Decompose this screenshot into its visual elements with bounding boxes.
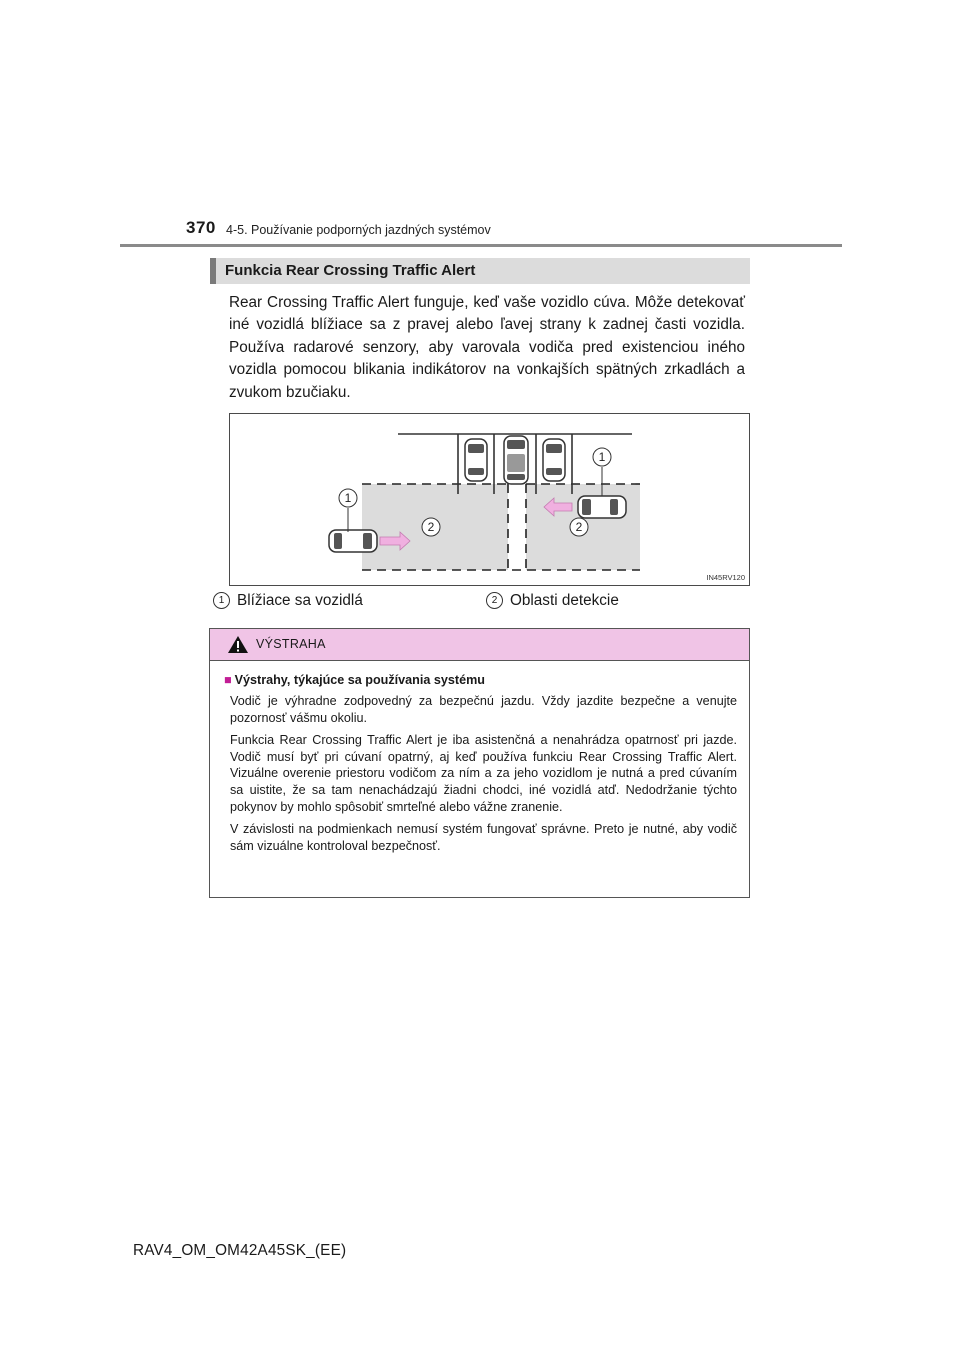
- parked-car-2: [543, 439, 565, 481]
- warning-body: [210, 661, 749, 854]
- callout-2-right: 2: [575, 520, 583, 534]
- legend-item-2: [486, 590, 619, 612]
- square-bullet-icon: ■: [224, 673, 232, 687]
- warning-paragraph: Funkcia Rear Crossing Traffic Alert je iba asistenčná a nenahrádza opatrnosť pri jazde. Vodič musí byť pri cúvaní opatrný, aj keď používa funkciu Rear Crossing Traffic Alert. Vizuálne overenie priestoru vodičom za ním a za jeho vozidlom je nutná a pred cúvaním sa uistite, že sa tam nenachádzajú žiadni chodci, iné vozidlá atď. Nedodržanie týchto pokynov by mohlo spôsobiť smrteľné alebo vážne zranenie.: [230, 733, 737, 814]
- approaching-car-right: [578, 496, 626, 518]
- figure-code: IN45RV120: [706, 573, 745, 582]
- legend-label: Oblasti detekcie: [510, 592, 619, 609]
- callout-2-left: 2: [427, 520, 435, 534]
- callout-1-left: 1: [344, 491, 352, 505]
- intro-paragraph: Rear Crossing Traffic Alert funguje, keď vaše vozidlo cúva. Môže detekovať iné vozidlá blížiace sa z pravej alebo ľavej strany k zadnej časti vozidla. Používa radarové senzory, aby varovala vodiča pred existenciou iného vozidla pomocou blikania indikátorov na vonkajších spätných zrkadlách a zvukom bzučiaku.: [229, 294, 745, 401]
- warning-box: [209, 628, 750, 898]
- legend-label: Blížiace sa vozidlá: [237, 592, 363, 609]
- own-car-reversing: [504, 436, 528, 484]
- callout-1-right: 1: [598, 450, 606, 464]
- legend-item-1: [213, 590, 363, 612]
- parking-diagram: [230, 414, 749, 585]
- approaching-car-left: [329, 530, 377, 552]
- legend-number: 1: [213, 592, 230, 609]
- warning-paragraph: Vodič je výhradne zodpovedný za bezpečnú jazdu. Vždy jazdite bezpečne a venujte pozornosť vášmu okoliu.: [230, 694, 737, 725]
- legend-number: 2: [486, 592, 503, 609]
- warning-label: VÝSTRAHA: [256, 637, 326, 651]
- warning-subheading: [224, 673, 737, 687]
- chapter-title: 4-5. Používanie podporných jazdných systémov: [226, 223, 491, 237]
- warning-triangle-icon: [227, 635, 249, 654]
- section-heading: Funkcia Rear Crossing Traffic Alert: [210, 258, 750, 284]
- warning-subheading-text: Výstrahy, týkajúce sa používania systému: [234, 673, 485, 687]
- warning-header: [210, 629, 749, 661]
- warning-paragraph: V závislosti na podmienkach nemusí systém fungovať správne. Preto je nutné, aby vodič sám vizuálne kontroloval bezpečnosť.: [230, 822, 737, 853]
- page-number: 370: [186, 218, 216, 237]
- header-rule: [120, 244, 842, 247]
- footer-doc-code: RAV4_OM_OM42A45SK_(EE): [133, 1242, 347, 1259]
- parked-car-1: [465, 439, 487, 481]
- rcta-illustration: [229, 413, 750, 586]
